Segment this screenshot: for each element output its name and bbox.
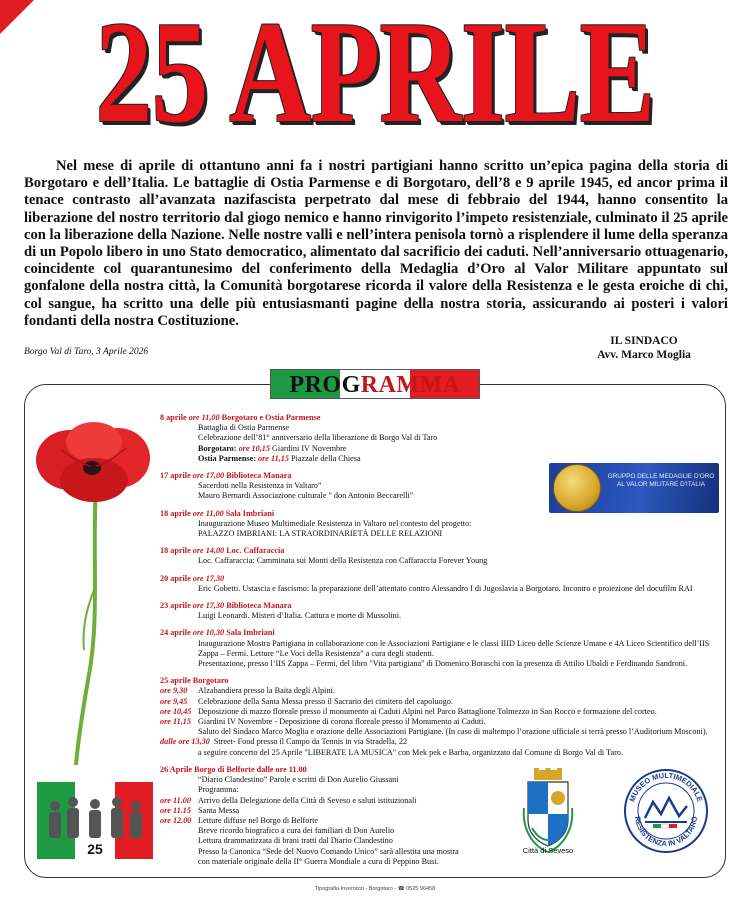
signature-role: IL SINDACO (610, 335, 678, 347)
event-time: ore 17,00 (192, 471, 225, 481)
event-line: Luigi Leonardi. Misteri d’Italia. Cattura e morte di Mussolini. (198, 611, 402, 621)
event-line: Mauro Bernardi Associazione culturale " don Antonio Beccarelli" (198, 491, 414, 501)
event-text: Presso la Canonica “Sede del Nuovo Comando Unico” sarà allestita una mostra (198, 846, 459, 856)
event-date: 17 aprile (160, 471, 191, 481)
event-time: ore 17,30 (192, 601, 225, 611)
event-line: Sacerdoti nella Resistenza in Valtaro” (198, 481, 322, 491)
program-event (160, 628, 720, 669)
flag-logo-number: 25 (87, 841, 103, 857)
event-time (160, 826, 198, 836)
footer: Tipografia Invernizzi - Borgotaro - ☎ 0525 96458 (314, 886, 436, 892)
event-place: Borgotaro e Ostia Parmense (221, 413, 321, 422)
event-timed-line (160, 857, 720, 867)
event-line: Presentazione, presso l’IIS Zappa – Fermi, del libro "Vita partigiana" di Domenico Boraschi con la presenza di Attilio Ubaldi e Ferdinando Sandroni. (198, 659, 688, 669)
event-timed-line (160, 717, 720, 727)
event-text: Saluto del Sindaco Marco Moglia e orazione delle Associazioni Partigiane. (In caso di maltempo l’orazione ufficiale si terrà presso l’Auditorium Mosconi). (198, 727, 708, 737)
event-time (160, 785, 198, 795)
event-time: ore 17,30 (192, 573, 225, 583)
event-heading (160, 413, 720, 423)
event-time: ore 12.00 (160, 815, 192, 825)
program-title: PROGRAMMA (289, 372, 461, 398)
event-place: Biblioteca Manara (226, 471, 292, 481)
event-time: ore 9,30 (160, 686, 188, 696)
event-date: 8 aprile (160, 413, 187, 422)
event-text: Alzabandiera presso la Baita degli Alpini. (198, 686, 335, 696)
event-place: Borgotaro (192, 676, 229, 686)
corner-triangle (0, 0, 34, 34)
event-timed-line (160, 707, 720, 717)
event-time: ore 11,15 (160, 717, 191, 727)
event-time (160, 857, 198, 867)
event-text: Deposizione di mazzo floreale presso il monumento ai Caduti Alpini nel Parco Battaglione Tolmezzo in San Rocco e formazione del corteo. (198, 706, 657, 716)
event-time: ore 11.00 (160, 795, 191, 805)
place-date: Borgo Val di Taro, 3 Aprile 2026 (24, 347, 149, 357)
event-text: Arrivo della Delegazione della Città di Seveso e saluti istituzionali (198, 795, 417, 805)
event-heading (160, 676, 720, 686)
event-time: ore 11,00 (188, 413, 220, 422)
event-timed-line (160, 697, 720, 707)
event-time (160, 847, 198, 857)
program-event (160, 413, 720, 464)
event-place: Loc. Caffaraccia (226, 546, 285, 556)
event-text: Santa Messa (198, 805, 240, 815)
event-line: Inaugurazione Mostra Partigiana in collaborazione con le Associazioni Partigiane e le classi IIID Liceo delle Scienze Umane e 4A Liceo Scientifico dell’IIS Zappa – Fermi. Letture “Le Voci della Resistenza” a cura degli studenti. (198, 638, 710, 658)
event-time: dalle ore 13,30 (160, 737, 210, 747)
event-heading (160, 546, 720, 556)
event-time: ore 10,15 (238, 443, 270, 453)
event-place: Sala Imbriani (225, 508, 275, 518)
program-banner (270, 369, 480, 399)
event-time (160, 775, 198, 785)
event-timed-line (160, 686, 720, 696)
event-time (160, 836, 198, 846)
event-text: Letture diffuse nel Borgo di Belforte (198, 815, 318, 825)
program-event (160, 546, 720, 566)
crest-label: Città di Seveso (522, 846, 574, 855)
program-event (160, 509, 720, 540)
event-time: ore 10,45 (160, 706, 192, 716)
event-text: a seguire concerto del 25 Aprile "LIBERATE LA MUSICA" con Mek pek e Barba, organizzato dal Comune di Borgo Val di Taro. (198, 747, 624, 757)
event-text: “Diario Clandestino” Parole e scritti di Don Aurelio Giussani (198, 775, 399, 785)
event-time: ore 11.15 (160, 805, 191, 815)
event-time: ore 11,00 (192, 508, 224, 518)
event-time: ore 10,30 (192, 628, 225, 638)
event-heading (160, 628, 720, 638)
event-date: 25 aprile (160, 676, 191, 686)
museum-logo (623, 768, 709, 854)
event-date: 20 aprile (160, 573, 191, 583)
signature-name: Avv. Marco Moglia (597, 349, 691, 361)
event-heading (160, 574, 720, 584)
program-event (160, 471, 720, 502)
event-place: Borgo di Belforte dalle ore 11.00 (194, 764, 307, 774)
signature (559, 334, 729, 362)
event-heading (160, 601, 720, 611)
event-line: Battaglia di Ostia Parmense (198, 423, 290, 433)
event-date: 23 aprile (160, 601, 191, 611)
event-date: 26 Aprile (160, 764, 193, 774)
event-text: Celebrazione della Santa Messa presso il Sacrario dei cimitero del capoluogo. (198, 696, 453, 706)
museum-logo-top: MUSEO MULTIMEDIALE (627, 770, 705, 803)
event-line: Loc. Caffaraccia: Camminata sui Monti della Resistenza con Caffaraccia Forever Young (198, 556, 488, 566)
event-line: PALAZZO IMBRIANI: LA STRAORDINARIETÀ DELLE RELAZIONI (198, 529, 443, 539)
event-place: Biblioteca Manara (226, 601, 292, 611)
event-location: Ostia Parmense: (198, 453, 256, 463)
event-heading (160, 509, 720, 519)
event-place: Sala Imbriani (226, 628, 275, 638)
event-timed-line (160, 737, 720, 747)
event-timed-line (160, 727, 720, 737)
seveso-crest-icon (518, 768, 578, 858)
program-event (160, 676, 720, 758)
event-text: con materiale originale della II° Guerra Mondiale a cura di Peppino Busi. (198, 856, 439, 866)
event-time (160, 727, 198, 737)
event-line: Eric Gobetti. Ustascia e fascismo: la preparazione dell’attentato contro Alessandro I di Jugoslavia a Borgotaro. Incontro e proiezione del docufilm RAI (198, 583, 693, 593)
event-location: Borgotaro: (198, 443, 237, 453)
event-time: ore 14,00 (192, 546, 225, 556)
event-line (160, 444, 720, 454)
intro-paragraph: Nel mese di aprile di ottantuno anni fa i nostri partigiani hanno scritto un’epica pagina della storia di Borgotaro e dell’Italia. Le battaglie di Ostia Parmense e di Borgotaro, dell’8 e 9 aprile 1945, ed ancor prima il tenace contrasto all’avanzata nazifascista perpetrato dal mese di febbraio del 1944, hanno consentito la liberazione del nostro territorio dal giogo nemico e hanno rinvigorito l’impeto resistenziale, culminato il 25 aprile con la liberazione della Nazione. Nelle nostre valli e nell’intera penisola tornò a risplendere il lume della speranza di un Popolo libero in uno Stato democratico, alimentato dal sacrificio dei caduti. Nell’anniversario ottuagenario, coincidente col quarantunesimo del conferimento della Medaglia d’Oro al Valor Militare appuntato sul gonfalone della nostra città, la Comunità borgotarese ricorda il valore della Resistenza e le gesta eroiche di chi, col sangue, ha scritto una delle più entusiasmanti pagine della nostra storia, assicurando ai posteri i valori fondanti della nostra Costituzione. (24, 158, 728, 329)
partisans-flag-logo (37, 782, 153, 859)
event-time: ore 9,45 (160, 696, 188, 706)
event-text: Street- Food presso il Campo da Tennis in via Stradella, 22 (213, 737, 408, 747)
event-venue: Piazzale della Chiesa (291, 453, 361, 463)
event-line (160, 454, 720, 464)
event-line: Inaugurazione Museo Multimediale Resistenza in Valtaro nel contesto del progetto: (198, 518, 472, 528)
event-date: 18 aprile (160, 508, 191, 518)
event-time (160, 748, 198, 758)
event-text: Programma: (198, 785, 239, 795)
event-text: Breve ricordo biografico a cura dei familiari di Don Aurelio (198, 826, 395, 836)
event-date: 18 aprile (160, 546, 191, 556)
event-venue: Giardini IV Novembre (272, 443, 347, 453)
event-heading (160, 471, 720, 481)
poppy-illustration (34, 420, 154, 770)
medal-banner-text: GRUPPO DELLE MEDAGLIE D'ORO AL VALOR MILITARE D'ITALIA (607, 473, 715, 488)
intro-text (24, 158, 728, 330)
event-date: 24 aprile (160, 628, 191, 638)
museum-logo-bottom: RESISTENZA IN VALTARO (632, 815, 700, 849)
program-event (160, 574, 720, 594)
event-line: Celebrazione dell’81° anniversario della liberazione di Borgo Val di Taro (198, 433, 438, 443)
event-time: ore 11,15 (258, 453, 289, 463)
event-text: Giardini IV Novembre - Deposizione di corona floreale presso il Monumento ai Caduti. (198, 717, 486, 727)
program-event (160, 601, 720, 621)
page-title: 25 APRILE (95, 0, 655, 153)
event-text: Lettura drammatizzata di brani tratti dal Diario Clandestino (198, 836, 393, 846)
event-timed-line (160, 748, 720, 758)
